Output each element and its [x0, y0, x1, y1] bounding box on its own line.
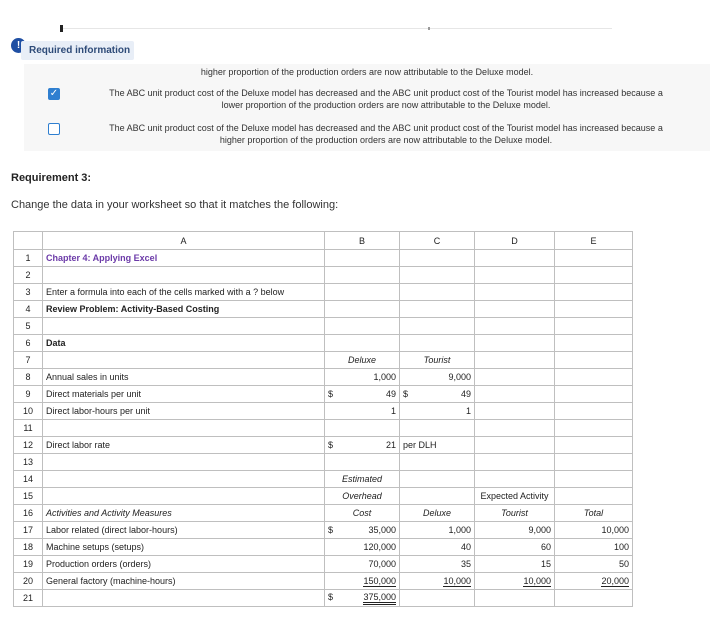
cell-b4 [325, 301, 400, 318]
row-number: 3 [14, 284, 43, 301]
row-number: 13 [14, 454, 43, 471]
cell-c21 [400, 590, 475, 607]
cell-a5 [43, 318, 325, 335]
exclamation-icon: ! [11, 38, 26, 53]
cell-c18: 40 [400, 539, 475, 556]
option-2-line2: lower proportion of the production orders are now attributable to the Deluxe model. [221, 100, 551, 110]
top-divider [62, 28, 612, 29]
row-number: 6 [14, 335, 43, 352]
cell-b17 [325, 522, 400, 539]
cell-b21 [325, 590, 400, 607]
row-number: 4 [14, 301, 43, 318]
row-number: 2 [14, 267, 43, 284]
cell-c11 [400, 420, 475, 437]
cell-b18: 120,000 [325, 539, 400, 556]
cell-d4 [475, 301, 555, 318]
row-number: 5 [14, 318, 43, 335]
requirement-description: Change the data in your worksheet so that it matches the following: [11, 199, 339, 211]
cell-d5 [475, 318, 555, 335]
cell-e4 [555, 301, 633, 318]
cell-b21-value: 375,000 [363, 592, 396, 605]
cell-d13 [475, 454, 555, 471]
top-marker [60, 25, 63, 32]
cell-e6 [555, 335, 633, 352]
table-row [14, 539, 633, 556]
cell-b17-value: 35,000 [368, 525, 396, 535]
cell-d3 [475, 284, 555, 301]
cell-b5 [325, 318, 400, 335]
cell-e11 [555, 420, 633, 437]
cell-c9-value: 49 [460, 389, 471, 399]
cell-c20-value: 10,000 [443, 575, 471, 586]
table-row [14, 369, 633, 386]
col-header-c: C [400, 232, 475, 250]
table-row [14, 267, 633, 284]
cell-b12-value: 21 [385, 440, 396, 450]
corner-cell [14, 232, 43, 250]
table-row [14, 488, 633, 505]
cell-b9-value: 49 [385, 389, 396, 399]
cell-d6 [475, 335, 555, 352]
cell-a16: Activities and Activity Measures [43, 505, 325, 522]
cell-a8: Annual sales in units [43, 369, 325, 386]
cell-d19: 15 [475, 556, 555, 573]
table-row [14, 284, 633, 301]
option-3-line1: The ABC unit product cost of the Deluxe model has decreased and the ABC unit product cost of the Tourist model has increased because a [109, 123, 663, 133]
cell-b3 [325, 284, 400, 301]
cell-c6 [400, 335, 475, 352]
row-number: 11 [14, 420, 43, 437]
cell-e14 [555, 471, 633, 488]
row-number: 1 [14, 250, 43, 267]
required-information-tab[interactable]: Required information [21, 41, 134, 60]
cell-b9 [325, 386, 400, 403]
row-number: 15 [14, 488, 43, 505]
currency-sign: $ [328, 440, 334, 450]
table-row [14, 556, 633, 573]
option-2-line1: The ABC unit product cost of the Deluxe model has decreased and the ABC unit product cost of the Tourist model has increased because a [109, 88, 663, 98]
cell-c7: Tourist [400, 352, 475, 369]
cell-a18: Machine setups (setups) [43, 539, 325, 556]
cell-b8: 1,000 [325, 369, 400, 386]
cell-e8 [555, 369, 633, 386]
cell-d1 [475, 250, 555, 267]
cell-d9 [475, 386, 555, 403]
cell-c8: 9,000 [400, 369, 475, 386]
cell-a9: Direct materials per unit [43, 386, 325, 403]
cell-d20 [475, 573, 555, 590]
table-row [14, 335, 633, 352]
cell-d17: 9,000 [475, 522, 555, 539]
cell-d11 [475, 420, 555, 437]
option-3-checkbox[interactable] [48, 123, 60, 135]
cell-e21 [555, 590, 633, 607]
cell-a19: Production orders (orders) [43, 556, 325, 573]
cell-b1 [325, 250, 400, 267]
table-row [14, 250, 633, 267]
requirement-title: Requirement 3: [11, 172, 92, 184]
table-row [14, 352, 633, 369]
cell-c1 [400, 250, 475, 267]
row-number: 18 [14, 539, 43, 556]
table-row [14, 386, 633, 403]
cell-d21 [475, 590, 555, 607]
cell-e20-value: 20,000 [601, 575, 629, 586]
cell-b12 [325, 437, 400, 454]
cell-c3 [400, 284, 475, 301]
cell-c5 [400, 318, 475, 335]
cell-a7 [43, 352, 325, 369]
table-row [14, 301, 633, 318]
cell-d12 [475, 437, 555, 454]
cell-a15 [43, 488, 325, 505]
cell-c14 [400, 471, 475, 488]
option-partial-text: higher proportion of the production orders are now attributable to the Deluxe model. [200, 67, 534, 77]
row-number: 8 [14, 369, 43, 386]
option-2-checkbox[interactable]: ✓ [49, 88, 59, 99]
cell-c13 [400, 454, 475, 471]
top-marker-small [428, 27, 430, 30]
row-number: 20 [14, 573, 43, 590]
table-row [14, 590, 633, 607]
table-row [14, 420, 633, 437]
cell-b19: 70,000 [325, 556, 400, 573]
cell-c15 [400, 488, 475, 505]
row-number: 7 [14, 352, 43, 369]
col-header-b: B [325, 232, 400, 250]
cell-a3: Enter a formula into each of the cells marked with a ? below [43, 284, 325, 301]
table-row [14, 437, 633, 454]
cell-a17: Labor related (direct labor-hours) [43, 522, 325, 539]
cell-e3 [555, 284, 633, 301]
cell-c10: 1 [400, 403, 475, 420]
currency-sign: $ [403, 389, 409, 399]
cell-a10: Direct labor-hours per unit [43, 403, 325, 420]
cell-b11 [325, 420, 400, 437]
cell-c12: per DLH [400, 437, 475, 454]
cell-e20 [555, 573, 633, 590]
cell-e19: 50 [555, 556, 633, 573]
table-row [14, 522, 633, 539]
cell-c20 [400, 573, 475, 590]
cell-e2 [555, 267, 633, 284]
cell-c17: 1,000 [400, 522, 475, 539]
cell-a13 [43, 454, 325, 471]
cell-b20-value: 150,000 [363, 575, 396, 586]
column-header-row [14, 232, 633, 250]
cell-e12 [555, 437, 633, 454]
row-number: 19 [14, 556, 43, 573]
cell-c4 [400, 301, 475, 318]
cell-e17: 10,000 [555, 522, 633, 539]
table-row [14, 505, 633, 522]
table-row [14, 318, 633, 335]
table-row [14, 471, 633, 488]
cell-b7: Deluxe [325, 352, 400, 369]
cell-d16: Tourist [475, 505, 555, 522]
cell-e13 [555, 454, 633, 471]
cell-a21 [43, 590, 325, 607]
cell-d20-value: 10,000 [523, 575, 551, 586]
row-number: 21 [14, 590, 43, 607]
cell-b2 [325, 267, 400, 284]
cell-a6: Data [43, 335, 325, 352]
cell-a12: Direct labor rate [43, 437, 325, 454]
cell-d2 [475, 267, 555, 284]
cell-b10: 1 [325, 403, 400, 420]
row-number: 14 [14, 471, 43, 488]
row-number: 12 [14, 437, 43, 454]
cell-a4: Review Problem: Activity-Based Costing [43, 301, 325, 318]
cell-b13 [325, 454, 400, 471]
answer-options-panel [24, 64, 710, 151]
row-number: 16 [14, 505, 43, 522]
cell-e16: Total [555, 505, 633, 522]
cell-e15 [555, 488, 633, 505]
cell-a14 [43, 471, 325, 488]
cell-d7 [475, 352, 555, 369]
table-row [14, 454, 633, 471]
option-3-line2: higher proportion of the production orders are now attributable to the Deluxe model. [219, 135, 553, 145]
worksheet-table [13, 231, 633, 607]
col-header-e: E [555, 232, 633, 250]
cell-b6 [325, 335, 400, 352]
cell-e9 [555, 386, 633, 403]
cell-a11 [43, 420, 325, 437]
row-number: 9 [14, 386, 43, 403]
cell-b16: Cost [325, 505, 400, 522]
cell-d10 [475, 403, 555, 420]
cell-c19: 35 [400, 556, 475, 573]
cell-d15: Expected Activity [475, 488, 555, 505]
row-number: 17 [14, 522, 43, 539]
cell-e7 [555, 352, 633, 369]
cell-a1: Chapter 4: Applying Excel [43, 250, 325, 267]
cell-e10 [555, 403, 633, 420]
row-number: 10 [14, 403, 43, 420]
cell-a2 [43, 267, 325, 284]
cell-e5 [555, 318, 633, 335]
cell-a20: General factory (machine-hours) [43, 573, 325, 590]
col-header-a: A [43, 232, 325, 250]
currency-sign: $ [328, 525, 334, 535]
table-row [14, 573, 633, 590]
currency-sign: $ [328, 389, 334, 399]
cell-e1 [555, 250, 633, 267]
table-row [14, 403, 633, 420]
cell-d18: 60 [475, 539, 555, 556]
cell-b20 [325, 573, 400, 590]
currency-sign: $ [328, 591, 334, 602]
cell-b15: Overhead [325, 488, 400, 505]
col-header-d: D [475, 232, 555, 250]
cell-e18: 100 [555, 539, 633, 556]
cell-d8 [475, 369, 555, 386]
cell-c16: Deluxe [400, 505, 475, 522]
cell-b14: Estimated [325, 471, 400, 488]
cell-d14 [475, 471, 555, 488]
cell-c2 [400, 267, 475, 284]
cell-c9 [400, 386, 475, 403]
